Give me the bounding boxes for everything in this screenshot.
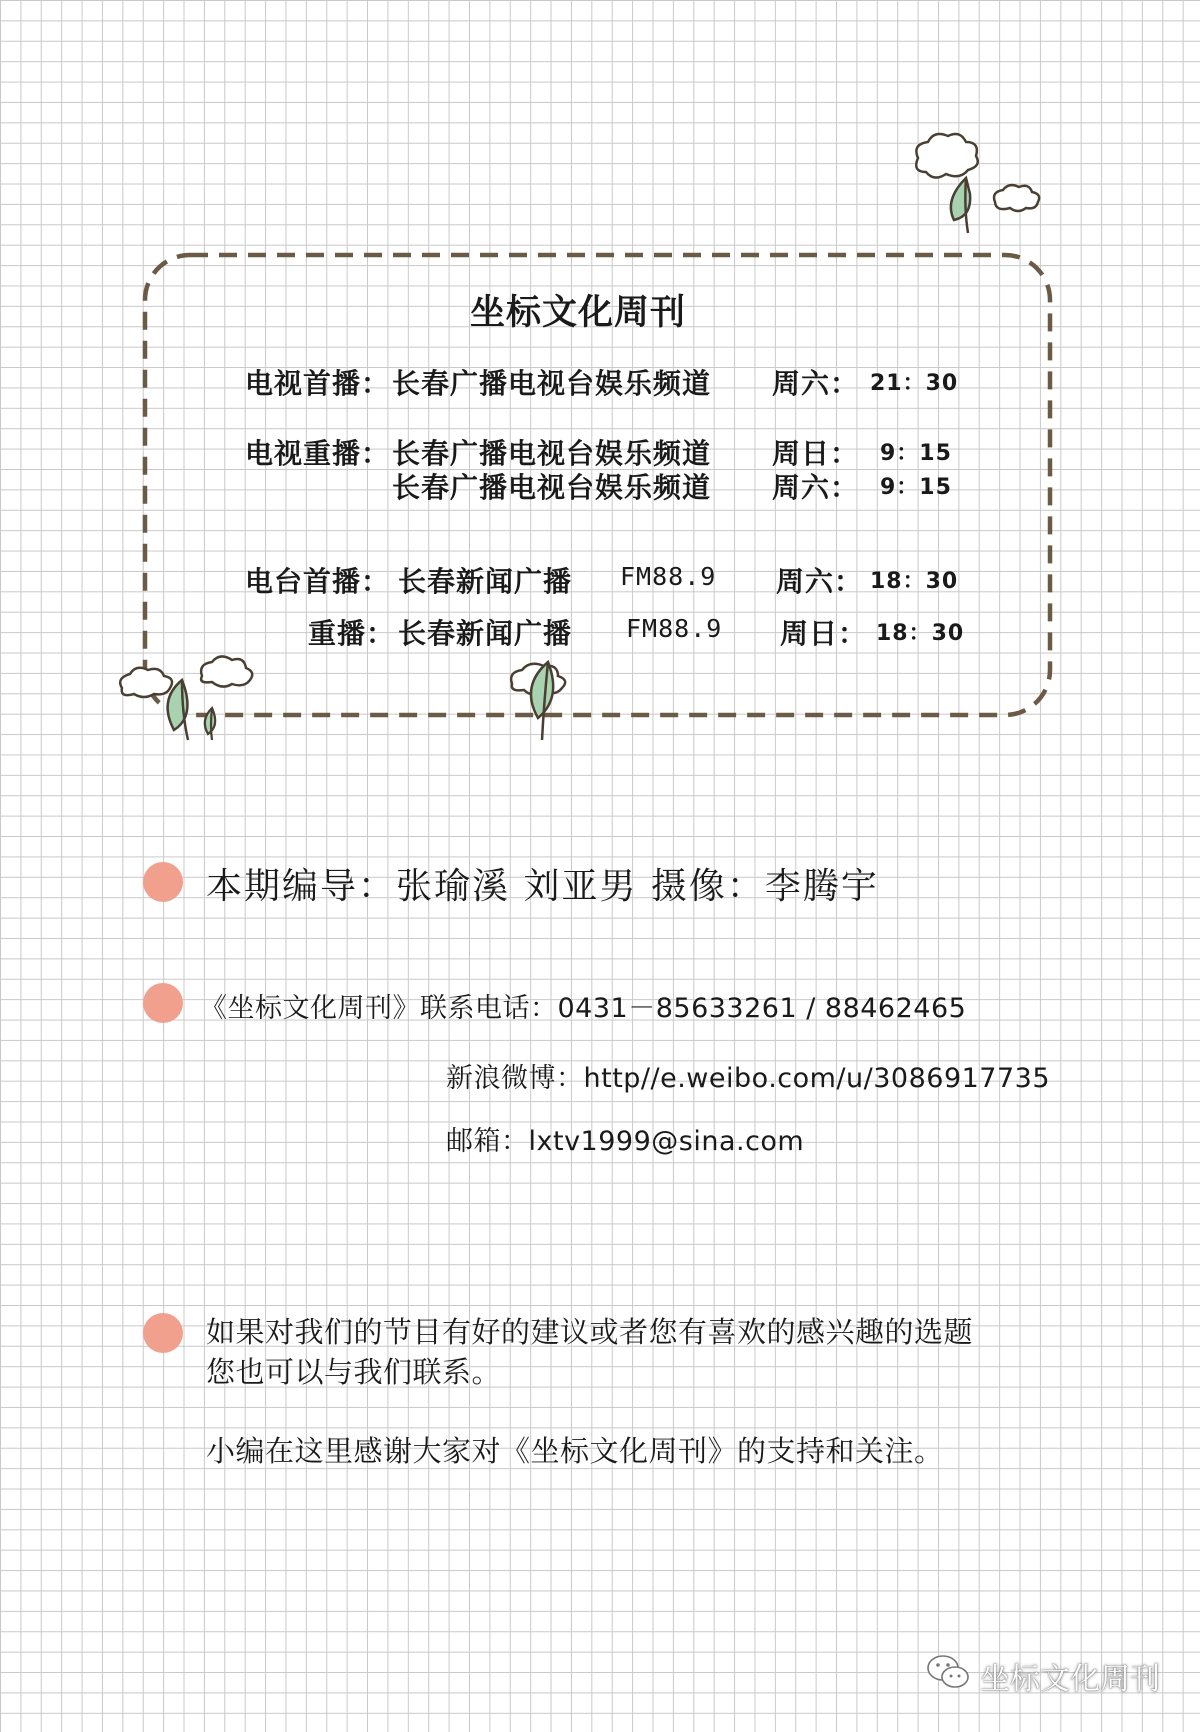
schedule-day: 周六： [776, 565, 864, 598]
schedule-channel: 长春广播电视台娱乐频道 [392, 437, 712, 470]
wechat-icon [925, 1652, 971, 1692]
cloud-icon [120, 668, 172, 697]
schedule-day: 周日： [780, 617, 868, 650]
cloud-icon [916, 134, 978, 178]
contact-weibo: 新浪微博：http//e.weibo.com/u/3086917735 [446, 1063, 1051, 1094]
bullet-dot [143, 1313, 183, 1353]
schedule-channel: 长春新闻广播 [398, 617, 573, 650]
schedule-frequency: FM88.9 [626, 614, 723, 643]
schedule-label: 重播： [307, 617, 395, 650]
contact-email: 邮箱：lxtv1999@sina.com [446, 1126, 805, 1157]
schedule-label: 电视重播： [244, 437, 390, 470]
leaf-icon [951, 178, 970, 233]
schedule-label: 电台首播： [244, 565, 390, 598]
schedule-time: 9：15 [880, 441, 952, 466]
bullet-dot [143, 983, 183, 1023]
schedule-channel: 长春新闻广播 [398, 565, 573, 598]
schedule-label: 电视首播： [244, 367, 390, 400]
thanks-line: 小编在这里感谢大家对《坐标文化周刊》的支持和关注。 [206, 1434, 944, 1468]
invite-line-2: 您也可以与我们联系。 [206, 1355, 502, 1389]
schedule-channel: 长春广播电视台娱乐频道 [392, 471, 712, 504]
schedule-time: 21：30 [870, 371, 959, 396]
schedule-time: 9：15 [880, 475, 952, 500]
schedule-time: 18：30 [870, 569, 959, 594]
schedule-day: 周六： [772, 367, 860, 400]
schedule-day: 周日： [772, 437, 860, 470]
schedule-title: 坐标文化周刊 [470, 293, 687, 333]
schedule-channel: 长春广播电视台娱乐频道 [392, 367, 712, 400]
watermark-text: 坐标文化周刊 [980, 1662, 1160, 1697]
invite-line-1: 如果对我们的节目有好的建议或者您有喜欢的感兴趣的选题 [206, 1315, 974, 1349]
schedule-frequency: FM88.9 [620, 562, 717, 591]
schedule-time: 18：30 [876, 621, 965, 646]
credits-line: 本期编导：张瑜溪 刘亚男 摄像：李腾宇 [206, 866, 879, 907]
bullet-dot [143, 862, 183, 902]
schedule-day: 周六： [772, 471, 860, 504]
contact-phone: 《坐标文化周刊》联系电话：0431－85633261 / 88462465 [200, 993, 967, 1024]
cloud-icon [201, 656, 252, 686]
cloud-icon [994, 185, 1039, 211]
